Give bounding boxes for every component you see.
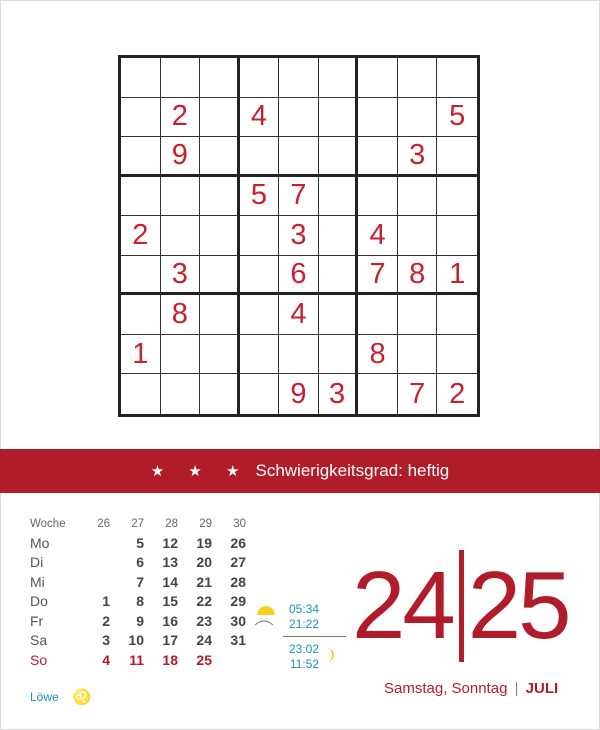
week-number: 26 [97,517,110,530]
leo-icon: ♌ [72,689,92,706]
weekday-label: Fr [30,612,44,629]
sudoku-cell[interactable]: 2 [161,98,201,138]
week-number: 30 [233,517,246,530]
calendar-day: 10 [128,632,144,649]
calendar-day: 2 [102,612,110,629]
sudoku-cell[interactable] [279,137,319,177]
sudoku-cell[interactable]: 3 [319,374,359,414]
sudoku-cell[interactable] [279,58,319,98]
sudoku-cell[interactable] [121,98,161,138]
sudoku-cell[interactable] [437,216,477,256]
big-date [352,548,569,664]
calendar-day: 4 [102,651,110,668]
sudoku-cell[interactable] [240,256,280,296]
horizon-arc-icon [254,616,274,626]
calendar-day: 7 [136,573,144,590]
sudoku-cell[interactable] [200,216,240,256]
calendar-day: 28 [230,573,246,590]
month-calendar [30,514,246,670]
sudoku-cell[interactable] [121,374,161,414]
sudoku-cell[interactable] [319,58,359,98]
sun-moon-divider [283,636,346,637]
calendar-day: 22 [196,593,212,610]
sudoku-cell[interactable]: 8 [358,335,398,375]
sudoku-cell[interactable] [240,335,280,375]
week-label: Woche [30,517,66,530]
sudoku-cell[interactable]: 1 [437,256,477,296]
sudoku-cell[interactable]: 5 [240,177,280,217]
week-number: 27 [131,517,144,530]
sudoku-cell[interactable] [240,58,280,98]
sudoku-cell[interactable] [398,295,438,335]
sudoku-grid [118,55,480,417]
calendar-day: 15 [162,593,178,610]
sudoku-cell[interactable] [161,216,201,256]
calendar-row [30,533,246,553]
sudoku-cell[interactable] [358,177,398,217]
zodiac-name: Löwe [30,690,59,704]
calendar-day: 25 [196,651,212,668]
calendar-day: 17 [162,632,178,649]
sudoku-cell[interactable] [398,335,438,375]
calendar-day: 16 [162,612,178,629]
sudoku-cell[interactable] [437,295,477,335]
weekday-names: Samstag, Sonntag [384,680,508,697]
calendar-day: 12 [162,534,178,551]
sudoku-cell[interactable]: 7 [358,256,398,296]
sudoku-cell[interactable]: 4 [279,295,319,335]
sudoku-cell[interactable] [398,177,438,217]
week-number: 29 [199,517,212,530]
calendar-day: 6 [136,554,144,571]
calendar-day: 3 [102,632,110,649]
sun-icon [256,604,276,615]
sudoku-cell[interactable] [200,256,240,296]
sudoku-cell[interactable]: 3 [161,256,201,296]
sudoku-cell[interactable] [358,98,398,138]
difficulty-label: Schwierigkeitsgrad: heftig [255,461,450,480]
sudoku-cell[interactable]: 1 [121,335,161,375]
sudoku-cell[interactable] [437,335,477,375]
sudoku-cell[interactable] [200,335,240,375]
calendar-day: 5 [136,534,144,551]
sudoku-cell[interactable] [121,58,161,98]
sudoku-cell[interactable] [161,58,201,98]
sudoku-cell[interactable]: 4 [358,216,398,256]
calendar-day: 14 [162,573,178,590]
calendar-day: 8 [136,593,144,610]
calendar-row [30,592,246,612]
weekday-label: Sa [30,632,48,649]
sudoku-cell[interactable]: 9 [161,137,201,177]
sudoku-cell[interactable] [161,374,201,414]
calendar-day: 23 [196,612,212,629]
calendar-day: 20 [196,554,212,571]
sudoku-cell[interactable] [200,177,240,217]
weekday-label: Di [30,554,44,571]
sudoku-cell[interactable] [200,295,240,335]
sudoku-cell[interactable] [358,374,398,414]
sudoku-cell[interactable]: 5 [437,98,477,138]
sudoku-cell[interactable]: 6 [279,256,319,296]
sudoku-cell[interactable] [358,295,398,335]
calendar-day: 29 [230,593,246,610]
sudoku-cell[interactable] [121,137,161,177]
sudoku-cell[interactable] [161,177,201,217]
sudoku-cell[interactable]: 3 [279,216,319,256]
moon-icon [325,648,335,662]
week-number: 28 [165,517,178,530]
sudoku-cell[interactable] [398,216,438,256]
calendar-day: 19 [196,534,212,551]
sudoku-cell[interactable]: 2 [121,216,161,256]
calendar-day: 9 [136,612,144,629]
sudoku-cell[interactable] [121,256,161,296]
sudoku-cell[interactable] [358,58,398,98]
calendar-day: 18 [162,651,178,668]
sudoku-cell[interactable] [319,137,359,177]
sudoku-cell[interactable]: 8 [398,256,438,296]
weekday-label: Mo [30,534,50,551]
sudoku-cell[interactable] [161,335,201,375]
sudoku-cell[interactable] [279,335,319,375]
sudoku-cell[interactable]: 9 [279,374,319,414]
sudoku-cell[interactable] [319,256,359,296]
sudoku-cell[interactable] [319,216,359,256]
date-divider [459,550,464,662]
zodiac-sign [30,688,91,706]
difficulty-band [0,449,600,493]
sudoku-cell[interactable] [279,98,319,138]
sudoku-cell[interactable]: 4 [240,98,280,138]
calendar-row [30,650,246,670]
sudoku-cell[interactable] [240,137,280,177]
calendar-row [30,572,246,592]
sudoku-cell[interactable]: 3 [398,137,438,177]
calendar-day: 21 [196,573,212,590]
moonset-time: 11:52 [289,657,319,671]
month-name: JULI [525,680,559,697]
sudoku-cell[interactable] [319,98,359,138]
sudoku-cell[interactable] [398,98,438,138]
sudoku-cell[interactable]: 7 [279,177,319,217]
sudoku-cell[interactable] [200,374,240,414]
sudoku-cell[interactable] [240,216,280,256]
sudoku-cell[interactable] [200,98,240,138]
sudoku-cell[interactable] [240,295,280,335]
sudoku-cell[interactable]: 7 [398,374,438,414]
date-caption [384,680,558,697]
sudoku-cell[interactable]: 8 [161,295,201,335]
calendar-row [30,611,246,631]
sudoku-cell[interactable] [121,177,161,217]
sudoku-cell[interactable] [319,295,359,335]
sudoku-cell[interactable] [358,137,398,177]
sudoku-cell[interactable] [437,177,477,217]
calendar-day: 27 [230,554,246,571]
sunrise-time: 05:34 [288,602,319,616]
calendar-day: 13 [162,554,178,571]
sudoku-cell[interactable] [319,177,359,217]
calendar-row [30,553,246,573]
calendar-day: 24 [196,632,212,649]
calendar-day: 26 [230,534,246,551]
date-day-1: 24 [352,552,453,659]
sun-times [279,602,319,632]
moonrise-time: 23:02 [288,642,319,656]
weekday-label: Do [30,593,48,610]
sunset-time: 21:22 [288,617,319,631]
difficulty-stars: ★ ★ ★ [150,463,250,480]
caption-separator: | [514,680,519,697]
calendar-day: 31 [230,632,246,649]
sudoku-cell[interactable] [240,374,280,414]
calendar-day: 11 [129,651,144,668]
date-day-2: 25 [467,552,569,659]
sudoku-cell[interactable] [437,58,477,98]
sudoku-cell[interactable] [398,58,438,98]
sudoku-cell[interactable]: 2 [449,377,466,410]
weekday-label: So [30,651,48,668]
moon-times [279,642,319,672]
sudoku-cell[interactable] [319,335,359,375]
calendar-day: 30 [230,612,246,629]
sudoku-cell[interactable] [200,137,240,177]
weekday-label: Mi [30,573,45,590]
calendar-week-header [30,514,246,533]
sudoku-cell[interactable] [121,295,161,335]
sudoku-cell[interactable] [437,137,477,177]
calendar-row [30,631,246,651]
sudoku-cell[interactable] [200,58,240,98]
calendar-day: 1 [102,593,110,610]
